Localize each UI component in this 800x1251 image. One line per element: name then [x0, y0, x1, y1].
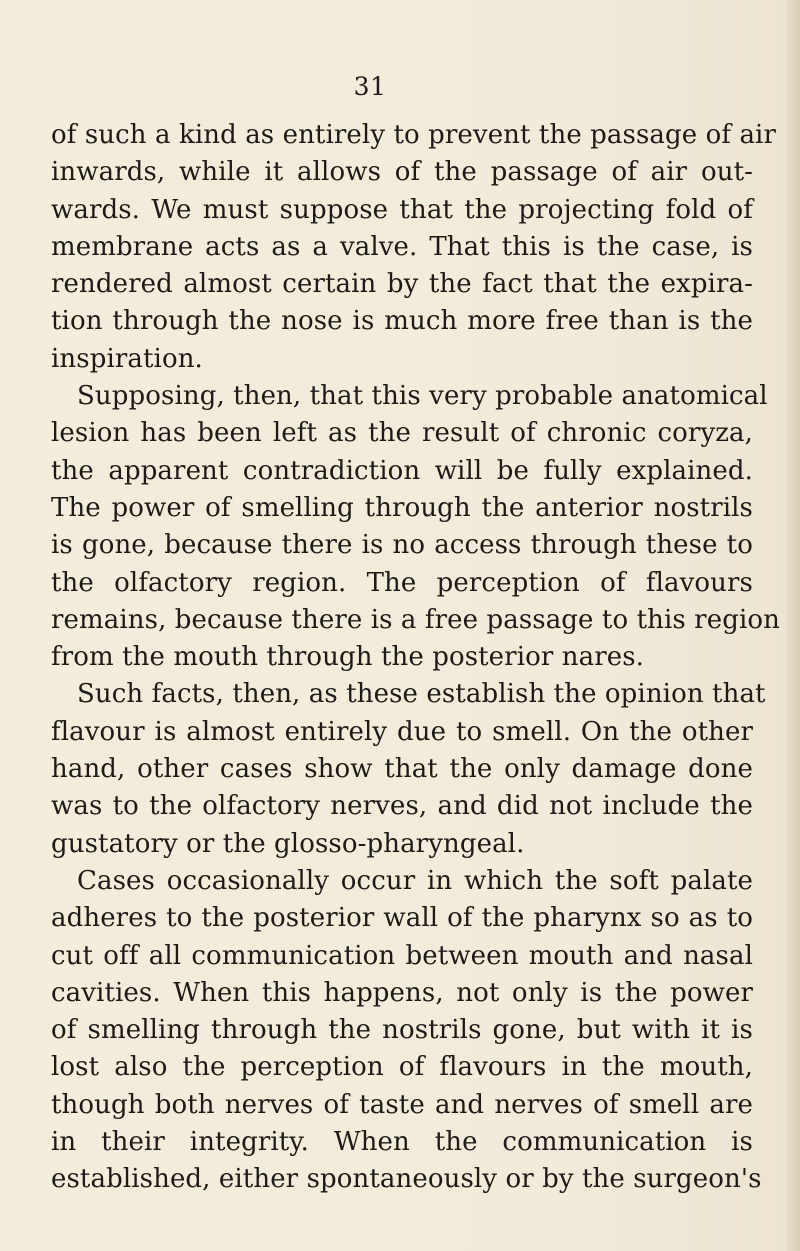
text-line: inspiration. [51, 343, 203, 374]
text-line: The power of smelling through the anterior nostrils [51, 492, 753, 523]
text-line: tion through the nose is much more free than is the [51, 306, 753, 337]
text-line: membrane acts as a valve. That this is the case, is [51, 231, 753, 262]
text-line: cavities. When this happens, not only is the power [51, 977, 753, 1008]
text-line: gustatory or the glosso-pharyngeal. [51, 828, 525, 859]
text-line: the apparent contradiction will be fully explained. [51, 455, 753, 486]
body-text [51, 117, 780, 1199]
text-line: of smelling through the nostrils gone, but with it is [51, 1015, 753, 1046]
page-edge [786, 0, 800, 1251]
text-line: hand, other cases show that the only damage done [51, 754, 753, 785]
text-line: Cases occasionally occur in which the soft palate [77, 865, 753, 896]
text-line: lesion has been left as the result of chronic coryza, [51, 418, 753, 449]
text-line: cut off all communication between mouth and nasal [51, 940, 753, 971]
text-line: Supposing, then, that this very probable anatomical [77, 381, 768, 412]
text-line: inwards, while it allows of the passage of air out- [51, 157, 753, 188]
text-line: though both nerves of taste and nerves of smell are [51, 1089, 753, 1120]
text-line: is gone, because there is no access through these to [51, 530, 753, 561]
text-line: Such facts, then, as these establish the opinion that [77, 679, 766, 710]
text-line: established, either spontaneously or by the surgeon's [51, 1164, 762, 1195]
text-line: wards. We must suppose that the projecting fold of [51, 194, 753, 225]
page-number: 31 [353, 72, 387, 101]
text-line: of such a kind as entirely to prevent the passage of air [51, 120, 776, 150]
text-line: remains, because there is a free passage to this region [51, 604, 780, 635]
text-line: in their integrity. When the communication is [51, 1127, 753, 1158]
text-line: from the mouth through the posterior nares. [51, 642, 645, 673]
text-line: rendered almost certain by the fact that the expira- [51, 269, 753, 300]
text-line: flavour is almost entirely due to smell. On the other [51, 716, 753, 747]
text-line: lost also the perception of flavours in the mouth, [51, 1052, 753, 1083]
text-line: adheres to the posterior wall of the pharynx so as to [51, 903, 753, 934]
text-line: the olfactory region. The perception of flavours [51, 567, 753, 598]
text-line: was to the olfactory nerves, and did not include the [51, 791, 753, 822]
